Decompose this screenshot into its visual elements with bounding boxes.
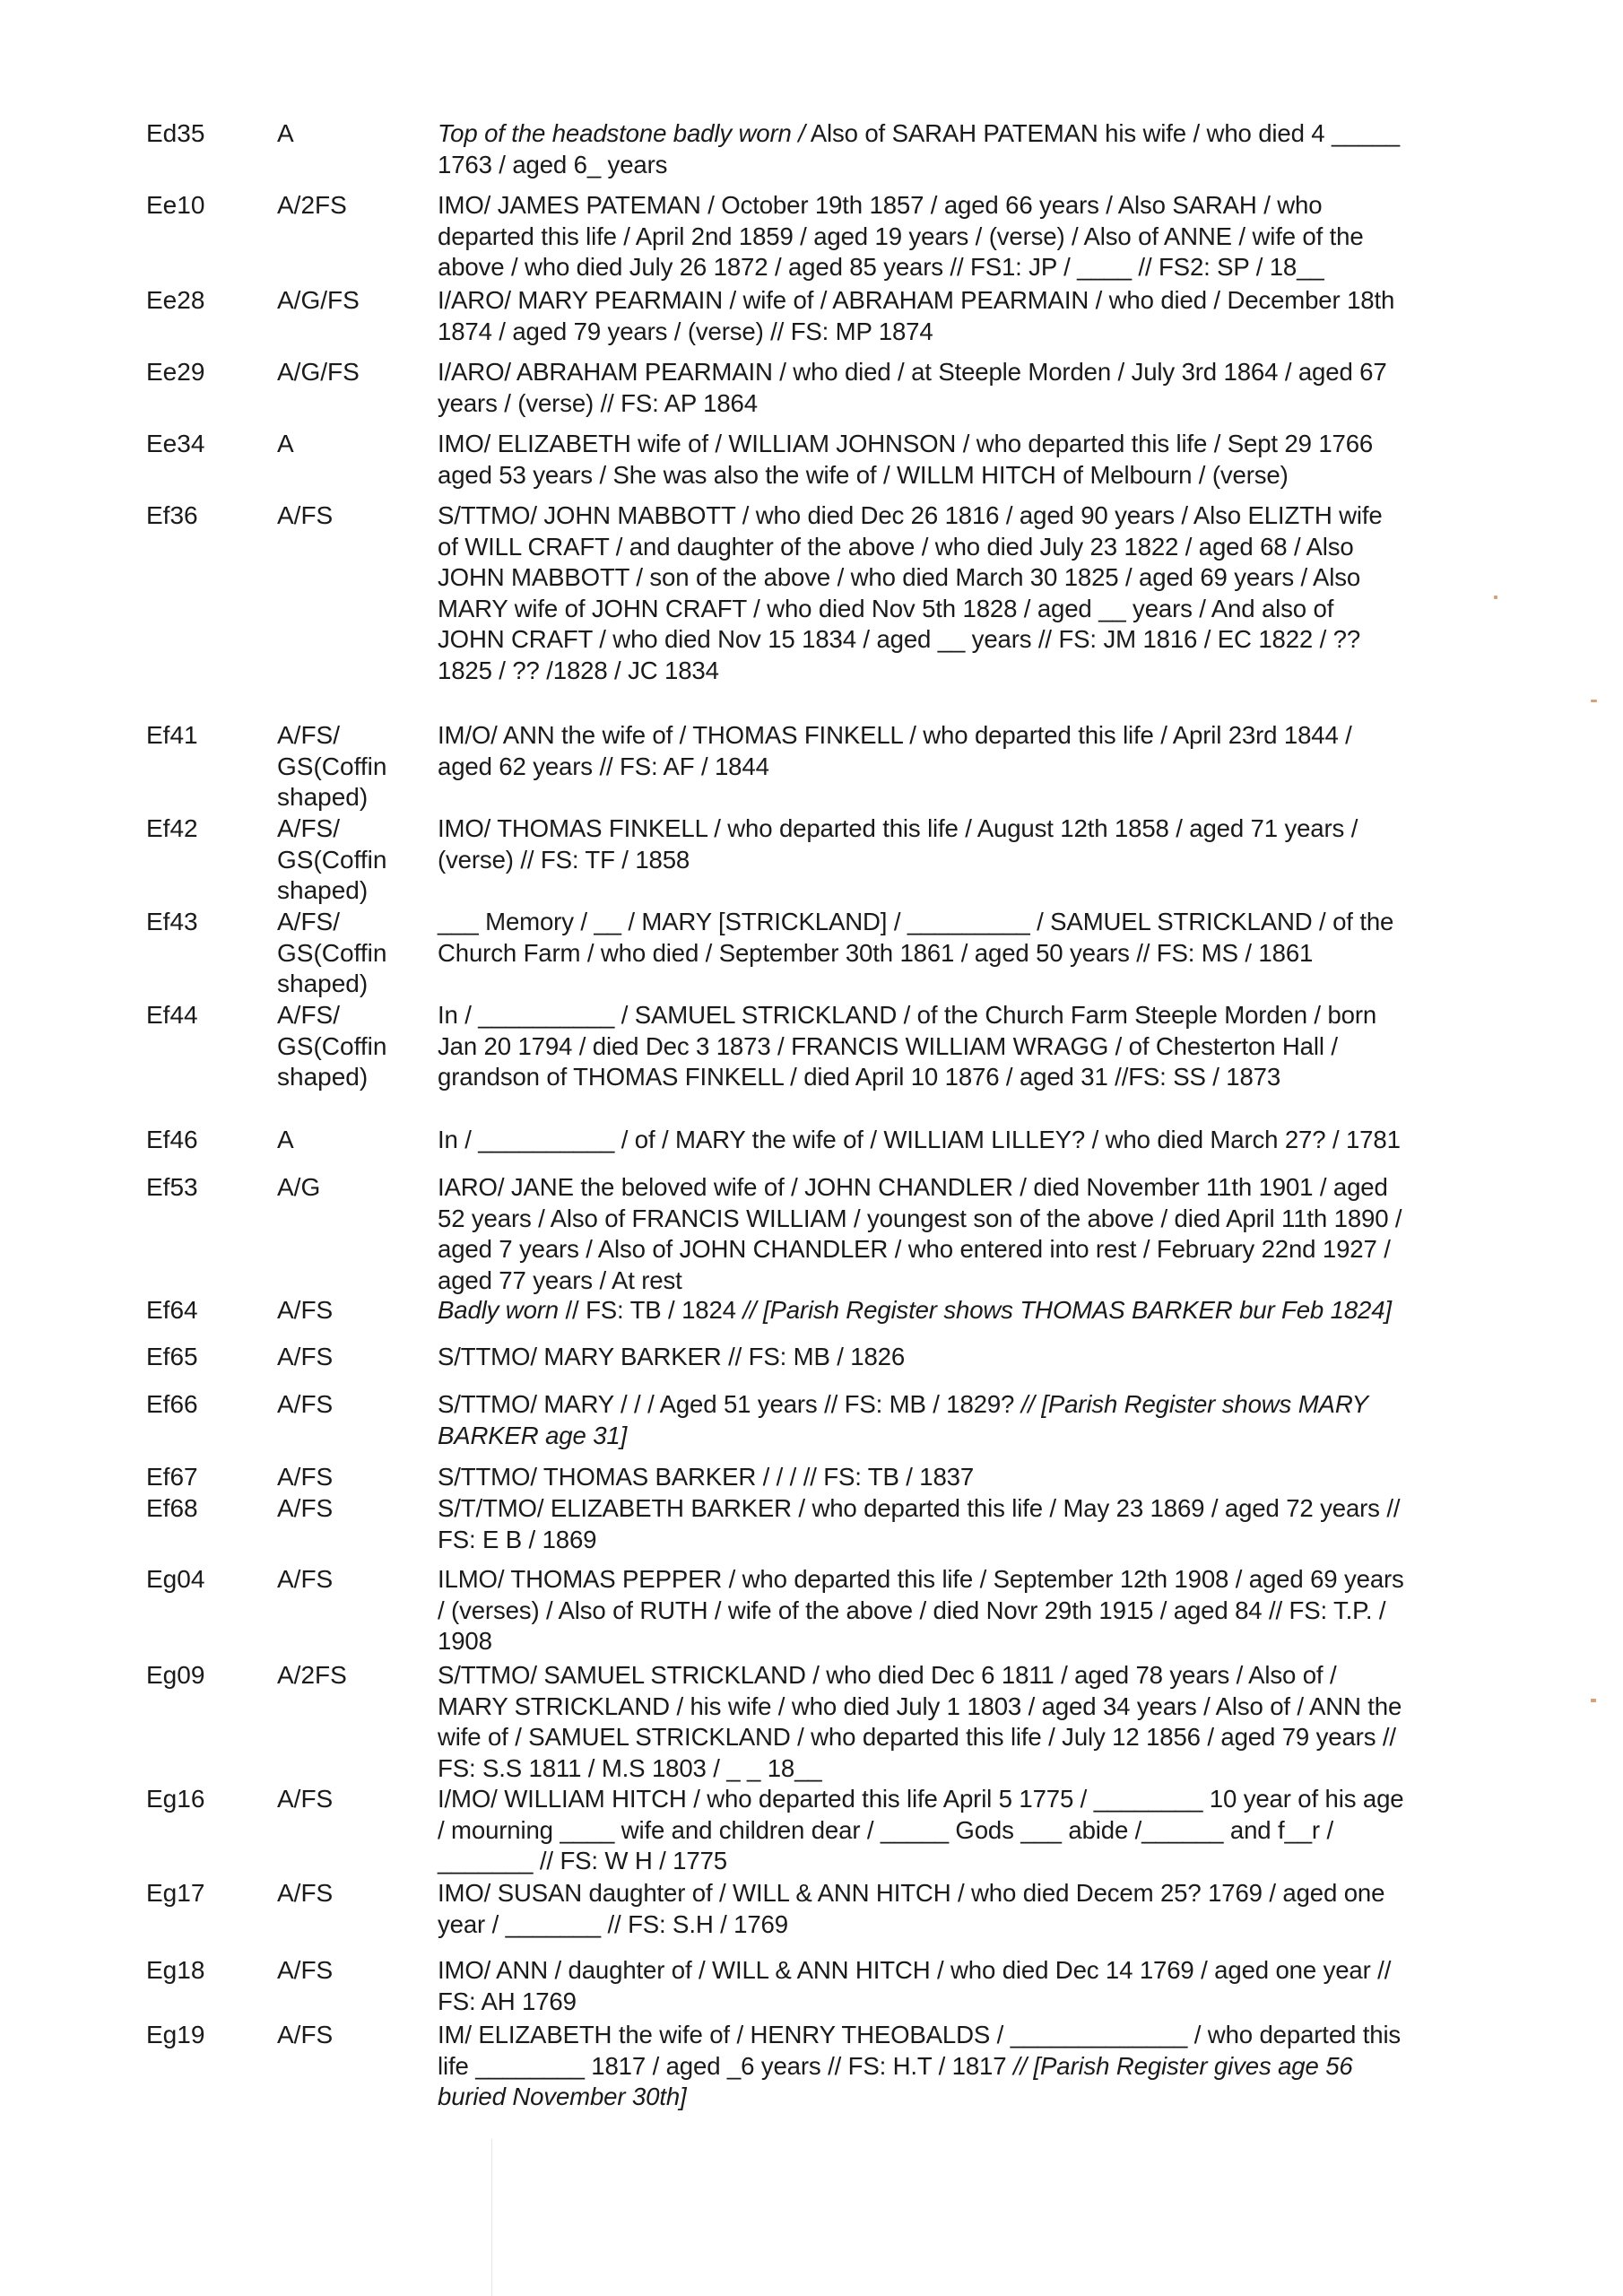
- inscription-segment: // FS: TB / 1824: [559, 1296, 743, 1324]
- entry-reference: Ef41: [146, 721, 198, 749]
- entry-type: A/2FS: [277, 1661, 347, 1689]
- entry-reference: Ef42: [146, 814, 198, 842]
- inscription-text: [438, 813, 1545, 875]
- inscription-segment: JOHN MABBOTT / son of the above / who died March 30 1825 / aged 69 years / Also: [438, 563, 1361, 591]
- entry-type: A/FS: [277, 1565, 334, 1593]
- inscription-segment: year / _______ // FS: S.H / 1769: [438, 1909, 788, 1938]
- inscription-note: // [Parish Register shows MARY: [1020, 1390, 1368, 1418]
- entry-reference: Ef36: [146, 501, 198, 529]
- entry-reference: Eg18: [146, 1956, 205, 1984]
- inscription-text: [438, 1955, 1545, 2017]
- entry-reference: Ef53: [146, 1173, 198, 1201]
- entry-type: A: [277, 1126, 294, 1153]
- inscription-segment: above / who died July 26 1872 / aged 85 years // FS1: JP / ____ // FS2: SP / 18__: [438, 253, 1324, 281]
- inscription-segment: Also of SARAH PATEMAN his wife / who died 4 _____: [804, 119, 1401, 147]
- entry-reference: Ee28: [146, 286, 205, 314]
- inscription-segment: S/TTMO/ MARY / / / Aged 51 years // FS: MB / 1829?: [438, 1390, 1021, 1418]
- inscription-segment: IMO/ ELIZABETH wife of / WILLIAM JOHNSON / who departed this life / Sept 29 1766: [438, 430, 1374, 457]
- inscription-segment: / (verses) / Also of RUTH / wife of the above / died Novr 29th 1915 / aged 84 // FS: T.P. /: [438, 1596, 1386, 1624]
- entry-reference: Ef67: [146, 1463, 198, 1491]
- entry-type: A: [277, 430, 294, 457]
- entry-type: A/FS: [277, 501, 334, 529]
- inscription-text: [438, 429, 1545, 491]
- inscription-segment: In / __________ / of / MARY the wife of / WILLIAM LILLEY? / who died March 27? / 1781: [438, 1126, 1401, 1153]
- inscription-segment: _______ // FS: W H / 1775: [438, 1847, 727, 1874]
- entry-type: A/FS/ GS(Coffin shaped): [277, 814, 387, 904]
- inscription-text: [438, 1564, 1545, 1657]
- inscription-segment: IM/O/ ANN the wife of / THOMAS FINKELL / who departed this life / April 23rd 1844 /: [438, 721, 1352, 749]
- entry-reference: Ef64: [146, 1296, 198, 1324]
- entry-reference: Eg19: [146, 2021, 205, 2048]
- entry-reference: Eg16: [146, 1785, 205, 1813]
- entry-reference: Ef66: [146, 1390, 198, 1418]
- inscription-note: Badly worn: [438, 1296, 560, 1324]
- entry-type: A/FS: [277, 1956, 334, 1984]
- entry-type: A/FS/ GS(Coffin shaped): [277, 1001, 387, 1091]
- entry-type: A/FS: [277, 1296, 334, 1324]
- entry-type: A/FS: [277, 1463, 334, 1491]
- entry-reference: Ef46: [146, 1126, 198, 1153]
- entry-reference: Ef68: [146, 1494, 198, 1522]
- inscription-text: [438, 190, 1545, 283]
- scan-speck: [1591, 700, 1597, 702]
- entry-type: A/G/FS: [277, 358, 360, 386]
- inscription-segment: of WILL CRAFT / and daughter of the above / who died July 23 1822 / aged 68 / Also: [438, 532, 1354, 561]
- inscription-segment: departed this life / April 2nd 1859 / aged 19 years / (verse) / Also of ANNE / wife of the: [438, 222, 1364, 250]
- entry-type: A/FS: [277, 1879, 334, 1907]
- inscription-segment: 1763 / aged 6_ years: [438, 150, 668, 178]
- entry-type: A/2FS: [277, 191, 347, 219]
- inscription-segment: S/TTMO/ SAMUEL STRICKLAND / who died Dec 6 1811 / aged 78 years / Also of /: [438, 1661, 1337, 1689]
- entry-reference: Ee29: [146, 358, 205, 386]
- entry-type: A: [277, 119, 294, 147]
- inscription-note: buried November 30th]: [438, 2083, 687, 2110]
- inscription-segment: IMO/ JAMES PATEMAN / October 19th 1857 / aged 66 years / Also SARAH / who: [438, 191, 1323, 219]
- entry-type: A/FS: [277, 1390, 334, 1418]
- inscription-segment: IARO/ JANE the beloved wife of / JOHN CHANDLER / died November 11th 1901 / aged: [438, 1173, 1388, 1201]
- inscription-segment: FS: AH 1769: [438, 1987, 577, 2015]
- entry-type: A/FS: [277, 1785, 334, 1813]
- inscription-segment: I/MO/ WILLIAM HITCH / who departed this life April 5 1775 / ________ 10 year of his age: [438, 1785, 1404, 1813]
- entry-reference: Eg09: [146, 1661, 205, 1689]
- inscription-segment: (verse) // FS: TF / 1858: [438, 845, 690, 874]
- entry-reference: Ee10: [146, 191, 205, 219]
- inscription-segment: / mourning ____ wife and children dear / _____ Gods ___ abide /______ and f__r /: [438, 1815, 1333, 1844]
- inscription-text: [438, 1172, 1545, 1296]
- inscription-segment: IMO/ ANN / daughter of / WILL & ANN HITCH / who died Dec 14 1769 / aged one year //: [438, 1956, 1392, 1984]
- entry-reference: Eg04: [146, 1565, 205, 1593]
- inscription-segment: S/TTMO/ THOMAS BARKER / / / // FS: TB / 1837: [438, 1463, 975, 1491]
- inscription-segment: Jan 20 1794 / died Dec 3 1873 / FRANCIS WILLIAM WRAGG / of Chesterton Hall /: [438, 1031, 1338, 1060]
- inscription-segment: ILMO/ THOMAS PEPPER / who departed this life / September 12th 1908 / aged 69 years: [438, 1565, 1404, 1593]
- scan-speck: [1494, 596, 1497, 599]
- inscription-text: [438, 1493, 1545, 1555]
- inscription-text: [438, 1295, 1545, 1326]
- entry-type: A/FS: [277, 1494, 334, 1522]
- entry-type: A/FS/ GS(Coffin shaped): [277, 908, 387, 997]
- inscription-text: [438, 1462, 1545, 1493]
- entry-type: A/G: [277, 1173, 321, 1201]
- inscription-text: [438, 720, 1545, 782]
- inscription-segment: aged 7 years / Also of JOHN CHANDLER / who entered into rest / February 22nd 1927 /: [438, 1235, 1391, 1263]
- entry-type: A/G/FS: [277, 286, 360, 314]
- inscription-segment: aged 62 years // FS: AF / 1844: [438, 752, 769, 780]
- inscription-text: [438, 1784, 1545, 1877]
- inscription-text: [438, 1342, 1545, 1373]
- entry-reference: Ee34: [146, 430, 205, 457]
- entry-type: A/FS: [277, 1343, 334, 1370]
- entry-reference: Ef44: [146, 1001, 198, 1029]
- entry-reference: Ef65: [146, 1343, 198, 1370]
- inscription-note: // [Parish Register shows THOMAS BARKER bur Feb 1824]: [742, 1296, 1392, 1324]
- inscription-segment: grandson of THOMAS FINKELL / died April 10 1876 / aged 31 //FS: SS / 1873: [438, 1063, 1281, 1091]
- inscription-segment: S/TTMO/ JOHN MABBOTT / who died Dec 26 1816 / aged 90 years / Also ELIZTH wife: [438, 501, 1383, 529]
- inscription-text: [438, 1125, 1545, 1156]
- scan-fold-line: [491, 2139, 492, 2296]
- entry-reference: Eg17: [146, 1879, 205, 1907]
- inscription-segment: Church Farm / who died / September 30th 1861 / aged 50 years // FS: MS / 1861: [438, 938, 1314, 967]
- inscription-segment: In / __________ / SAMUEL STRICKLAND / of the Church Farm Steeple Morden / born: [438, 1001, 1377, 1029]
- inscription-text: [438, 1878, 1545, 1940]
- inscription-segment: years / (verse) // FS: AP 1864: [438, 388, 758, 417]
- inscription-segment: S/T/TMO/ ELIZABETH BARKER / who departed this life / May 23 1869 / aged 72 years //: [438, 1494, 1401, 1522]
- inscription-note: // [Parish Register gives age 56: [1012, 2051, 1353, 2080]
- entry-type: A/FS/ GS(Coffin shaped): [277, 721, 387, 811]
- inscription-segment: S/TTMO/ MARY BARKER // FS: MB / 1826: [438, 1343, 906, 1370]
- inscription-segment: MARY wife of JOHN CRAFT / who died Nov 5th 1828 / aged __ years / And also of: [438, 594, 1334, 622]
- inscription-text: [438, 907, 1545, 969]
- entry-reference: Ef43: [146, 908, 198, 935]
- inscription-segment: FS: E B / 1869: [438, 1525, 597, 1553]
- entry-reference: Ed35: [146, 119, 205, 147]
- inscription-segment: 1825 / ?? /1828 / JC 1834: [438, 656, 719, 684]
- inscription-segment: aged 53 years / She was also the wife of / WILLM HITCH of Melbourn / (verse): [438, 460, 1289, 489]
- inscription-segment: 52 years / Also of FRANCIS WILLIAM / youngest son of the above / died April 11th 1890 /: [438, 1204, 1402, 1232]
- inscription-segment: wife of / SAMUEL STRICKLAND / who departed this life / July 12 1856 / aged 79 years //: [438, 1723, 1396, 1751]
- inscription-segment: MARY STRICKLAND / his wife / who died July 1 1803 / aged 34 years / Also of / ANN the: [438, 1692, 1402, 1720]
- inscription-segment: life ________ 1817 / aged _6 years // FS: H.T / 1817: [438, 2051, 1013, 2080]
- inscription-segment: I/ARO/ ABRAHAM PEARMAIN / who died / at Steeple Morden / July 3rd 1864 / aged 67: [438, 358, 1387, 386]
- inscription-segment: I/ARO/ MARY PEARMAIN / wife of / ABRAHAM PEARMAIN / who died / December 18th: [438, 286, 1395, 314]
- inscription-text: [438, 357, 1545, 419]
- inscription-segment: IMO/ SUSAN daughter of / WILL & ANN HITCH / who died Decem 25? 1769 / aged one: [438, 1879, 1385, 1907]
- inscription-note: BARKER age 31]: [438, 1421, 628, 1449]
- inscription-segment: FS: S.S 1811 / M.S 1803 / _ _ 18__: [438, 1753, 822, 1782]
- inscription-note: Top of the headstone badly worn /: [438, 119, 805, 147]
- inscription-segment: 1874 / aged 79 years / (verse) // FS: MP 1874: [438, 317, 933, 345]
- inscription-segment: IMO/ THOMAS FINKELL / who departed this life / August 12th 1858 / aged 71 years /: [438, 814, 1358, 842]
- inscription-text: [438, 118, 1545, 180]
- inscription-text: [438, 500, 1545, 686]
- inscription-segment: IM/ ELIZABETH the wife of / HENRY THEOBALDS / _____________ / who departed this: [438, 2021, 1402, 2048]
- entry-type: A/FS: [277, 2021, 334, 2048]
- inscription-text: [438, 1660, 1545, 1784]
- inscription-text: [438, 1000, 1545, 1093]
- inscription-text: [438, 285, 1545, 347]
- inscription-segment: ___ Memory / __ / MARY [STRICKLAND] / _________ / SAMUEL STRICKLAND / of the: [438, 908, 1394, 935]
- inscription-segment: 1908: [438, 1627, 492, 1655]
- scan-speck: [1591, 1699, 1596, 1702]
- inscription-text: [438, 2020, 1545, 2113]
- inscription-text: [438, 1389, 1545, 1451]
- inscription-segment: aged 77 years / At rest: [438, 1265, 682, 1294]
- inscription-segment: JOHN CRAFT / who died Nov 15 1834 / aged __ years // FS: JM 1816 / EC 1822 / ??: [438, 625, 1361, 653]
